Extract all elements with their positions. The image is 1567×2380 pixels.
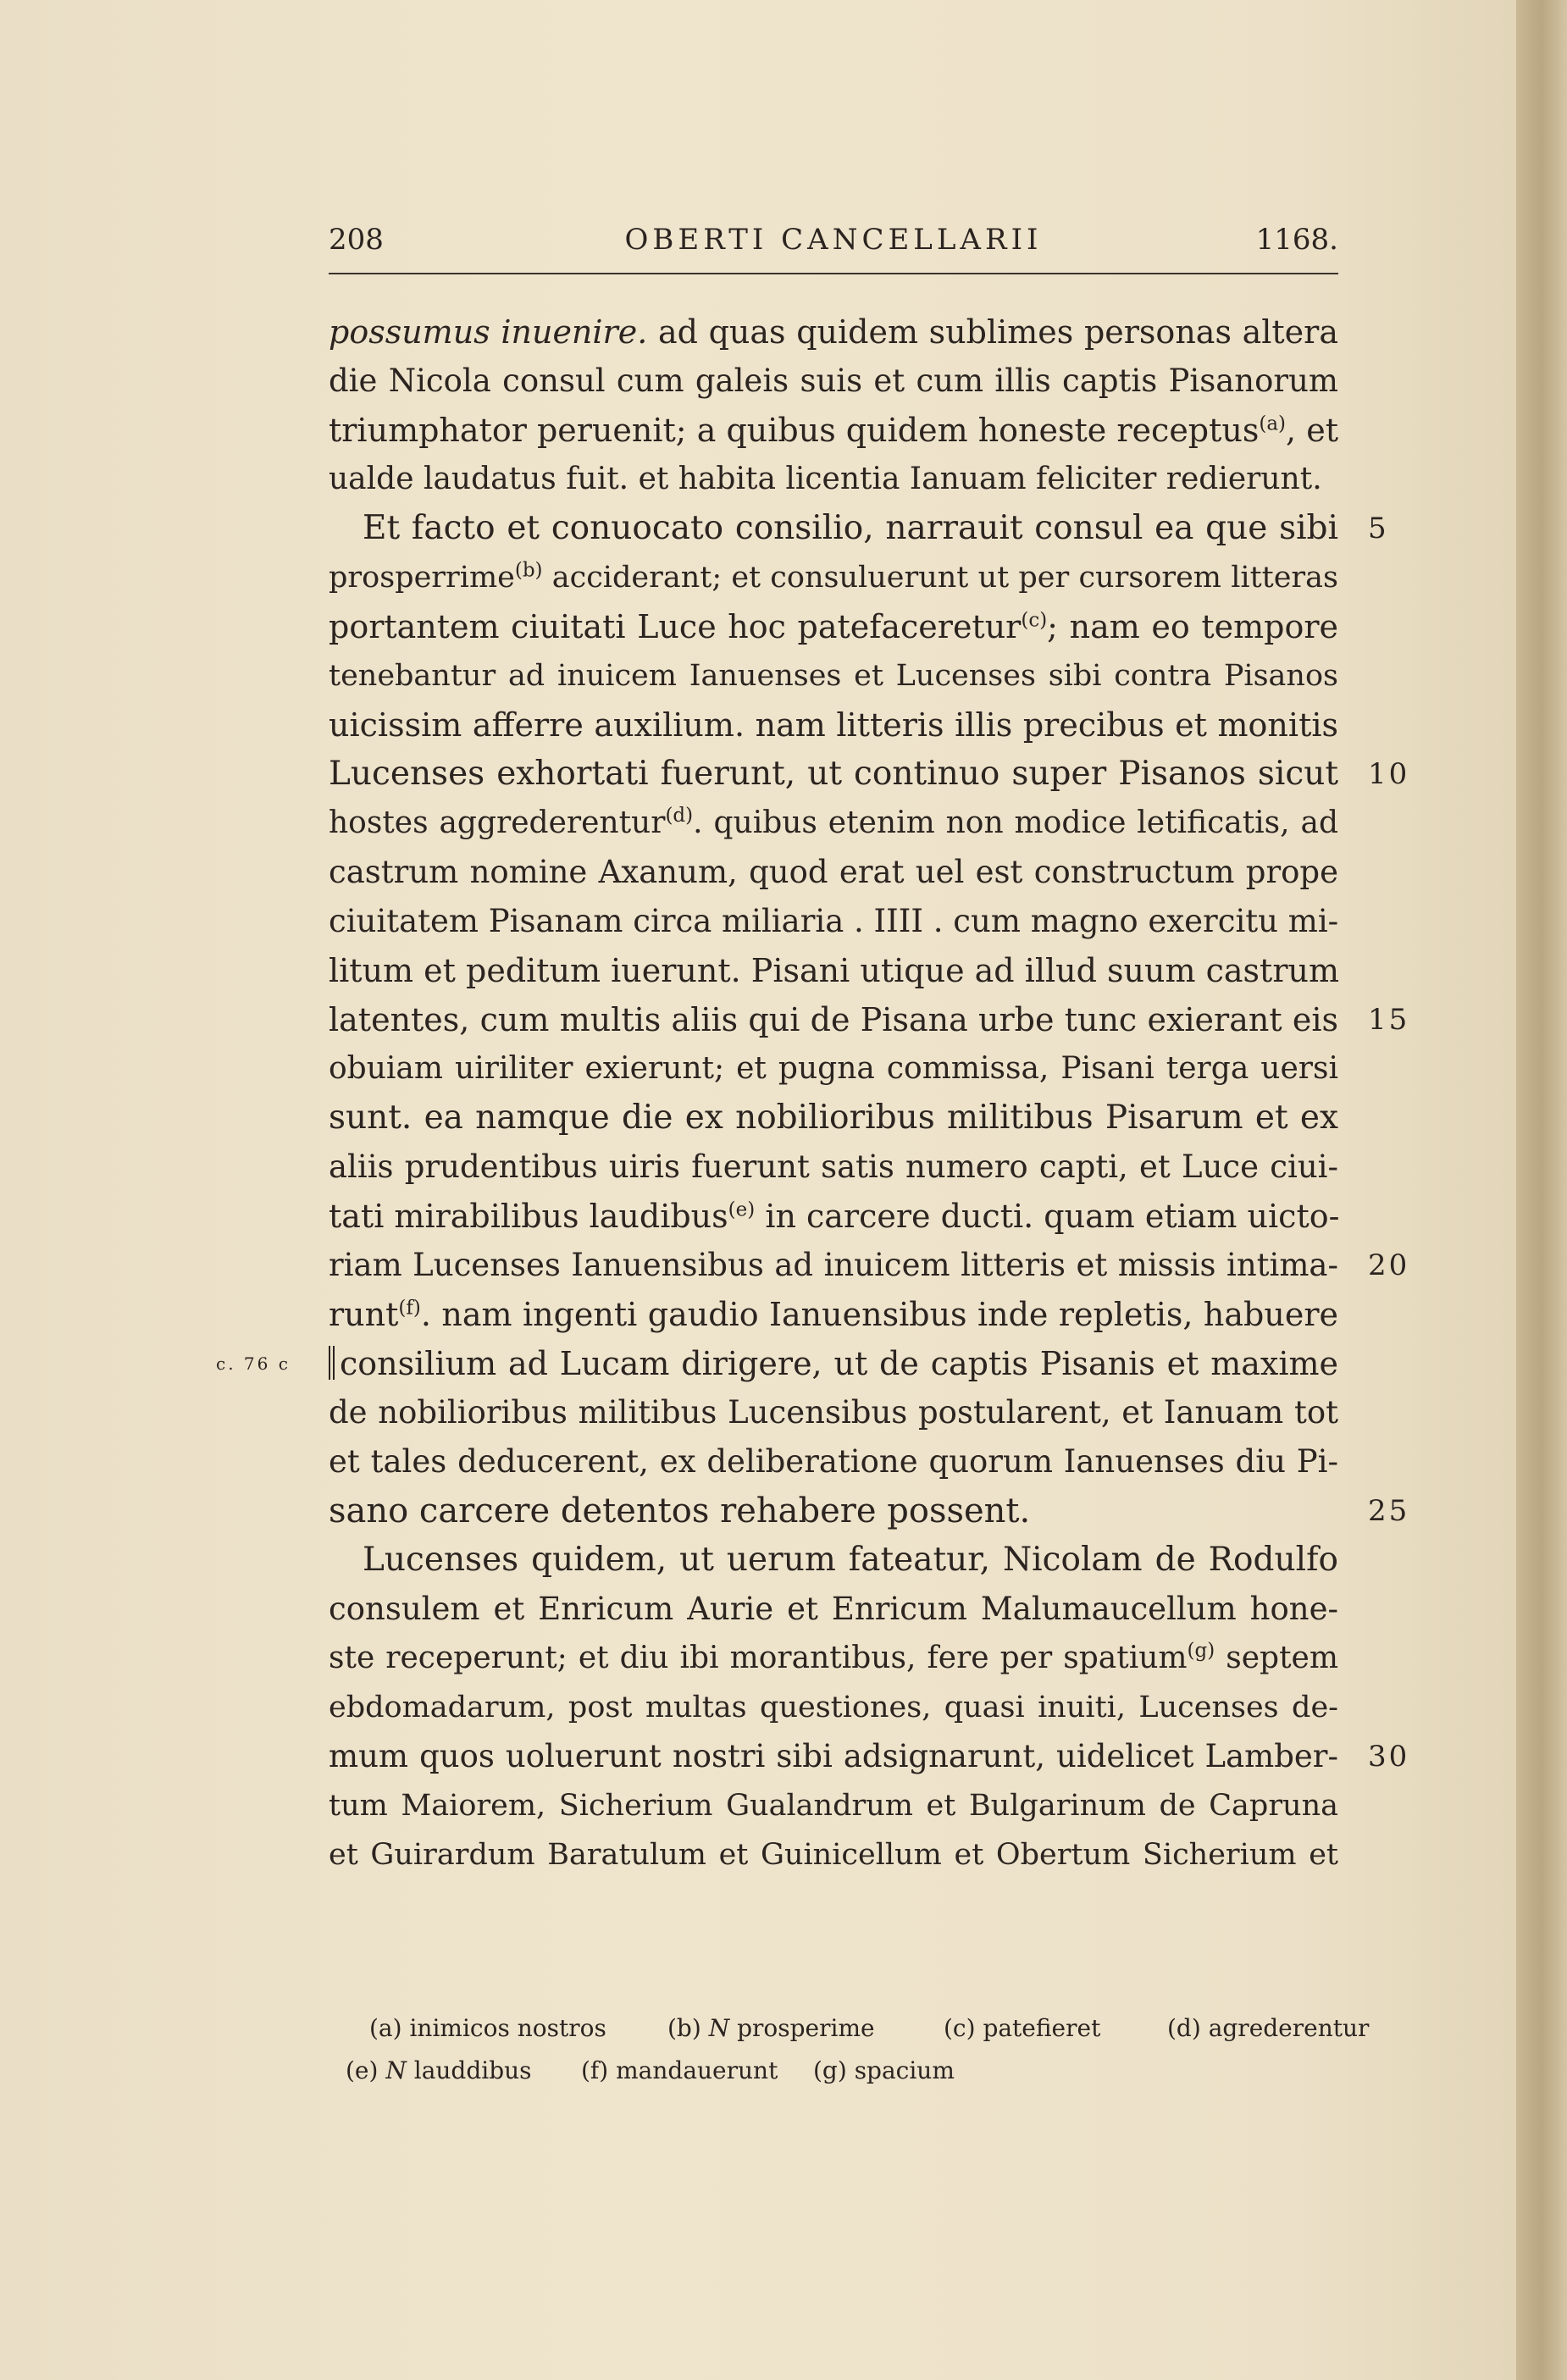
text-line: tati mirabilibus laudibus$^{(e)}$ in carcere ducti. quam etiam uicto-	[329, 1198, 1340, 1235]
footnote-ref: (c)	[1021, 609, 1048, 632]
text-line: litum et peditum iuerunt. Pisani utique ad illud suum castrum	[329, 952, 1339, 989]
footnote: (g) spacium	[813, 2056, 955, 2084]
line-number: 25	[1368, 1494, 1410, 1528]
page-number: 208	[329, 223, 384, 257]
footnote-ref: (g)	[1187, 1640, 1215, 1662]
text-line: possumus inuenire. ad quas quidem sublimes personas altera	[329, 313, 1338, 351]
line-number: 20	[1368, 1248, 1410, 1282]
text-line: consulem et Enricum Aurie et Enricum Malumaucellum hone-	[329, 1591, 1338, 1627]
text-line: die Nicola consul cum galeis suis et cum illis captis Pisanorum	[329, 363, 1338, 399]
text-line: Et facto et conuocato consilio, narrauit consul ea que sibi	[363, 509, 1338, 547]
text-line: castrum nomine Axanum, quod erat uel est constructum prope	[329, 854, 1338, 890]
page-edge	[1516, 0, 1567, 2380]
footnote-ref: (f)	[398, 1297, 421, 1320]
text-line: uicissim afferre auxilium. nam litteris illis precibus et monitis	[329, 706, 1338, 744]
text-line: de nobilioribus militibus Lucensibus postularent, et Ianuam tot	[329, 1394, 1338, 1431]
text-line: tum Maiorem, Sicherium Gualandrum et Bulgarinum de Capruna	[329, 1789, 1338, 1823]
text-line: Lucenses exhortati fuerunt, ut continuo super Pisanos sicut	[329, 755, 1338, 793]
footnote: (a) inimicos nostros	[369, 2014, 606, 2042]
text-line: triumphator peruenit; a quibus quidem honeste receptus$^{(a)}$, et	[329, 412, 1338, 449]
footnote: (e) N lauddibus	[346, 2056, 532, 2084]
text-line: sano carcere detentos rehabere possent.	[329, 1492, 1031, 1530]
footnote-ref: (a)	[1259, 412, 1287, 435]
running-header	[329, 219, 1338, 261]
column-break-mark	[329, 1346, 335, 1380]
text-line: latentes, cum multis aliis qui de Pisana urbe tunc exierant eis	[329, 1001, 1338, 1038]
footnote: (d) agrederentur	[1167, 2014, 1370, 2042]
text-line: aliis prudentibus uiris fuerunt satis numero capti, et Luce ciui-	[329, 1148, 1338, 1185]
line-number: 30	[1368, 1740, 1410, 1774]
footnote-row	[329, 2007, 1370, 2050]
line-number: 15	[1368, 1003, 1410, 1037]
footnotes	[329, 2007, 1370, 2092]
footnote-row	[329, 2050, 1338, 2092]
text-line: consilium ad Lucam dirigere, ut de captis Pisanis et maxime	[329, 1339, 1338, 1388]
footnote: (f) mandauerunt	[581, 2056, 778, 2084]
line-number: 10	[1368, 757, 1410, 791]
italic-phrase: possumus inuenire.	[329, 313, 648, 351]
margin-folio-note: c. 76 c	[216, 1353, 291, 1374]
footnote-ref: (e)	[728, 1198, 756, 1221]
text-line: runt$^{(f)}$. nam ingenti gaudio Ianuensibus inde repletis, habuere	[329, 1296, 1338, 1333]
text-line: prosperrime$^{(b)}$ acciderant; et consuluerunt ut per cursorem litteras	[329, 559, 1338, 595]
text-line: ualde laudatus fuit. et habita licentia Ianuam feliciter redierunt.	[329, 462, 1322, 496]
text-line: et Guirardum Baratulum et Guinicellum et Obertum Sicherium et	[329, 1838, 1338, 1872]
text-line: hostes aggrederentur$^{(d)}$. quibus etenim non modice letificatis, ad	[329, 805, 1339, 840]
main-text	[329, 307, 1338, 1879]
text-line: obuiam uiriliter exierunt; et pugna commissa, Pisani terga uersi	[329, 1051, 1338, 1086]
text-line: riam Lucenses Ianuensibus ad inuicem litteris et missis intima-	[329, 1247, 1338, 1283]
text-line: ciuitatem Pisanam circa miliaria . IIII . cum magno exercitu mi-	[329, 903, 1339, 939]
running-title: OBERTI CANCELLARII	[624, 223, 1043, 257]
footnote: (c) patefieret	[944, 2014, 1101, 2042]
text-line: tenebantur ad inuicem Ianuenses et Lucenses sibi contra Pisanos	[329, 659, 1338, 693]
line-number: 5	[1368, 512, 1389, 545]
text-line: ste receperunt; et diu ibi morantibus, fere per spatium$^{(g)}$ septem	[329, 1640, 1338, 1675]
text-line: mum quos uoluerunt nostri sibi adsignarunt, uidelicet Lamber-	[329, 1738, 1338, 1774]
footnote-ref: (b)	[514, 559, 543, 582]
text-line: et tales deducerent, ex deliberatione quorum Ianuenses diu Pi-	[329, 1443, 1338, 1480]
text-line: sunt. ea namque die ex nobilioribus militibus Pisarum et ex	[329, 1099, 1338, 1137]
text-line: portantem ciuitati Luce hoc patefaceretur$^{(c)}$; nam eo tempore	[329, 608, 1338, 645]
header-rule	[329, 273, 1338, 274]
text-line: Lucenses quidem, ut uerum fateatur, Nicolam de Rodulfo	[363, 1541, 1338, 1579]
footnote-ref: (d)	[665, 805, 694, 827]
year-heading: 1168.	[1255, 223, 1338, 257]
text-line: ebdomadarum, post multas questiones, quasi inuiti, Lucenses de-	[329, 1691, 1338, 1724]
footnote: (b) N prosperime	[667, 2014, 875, 2042]
